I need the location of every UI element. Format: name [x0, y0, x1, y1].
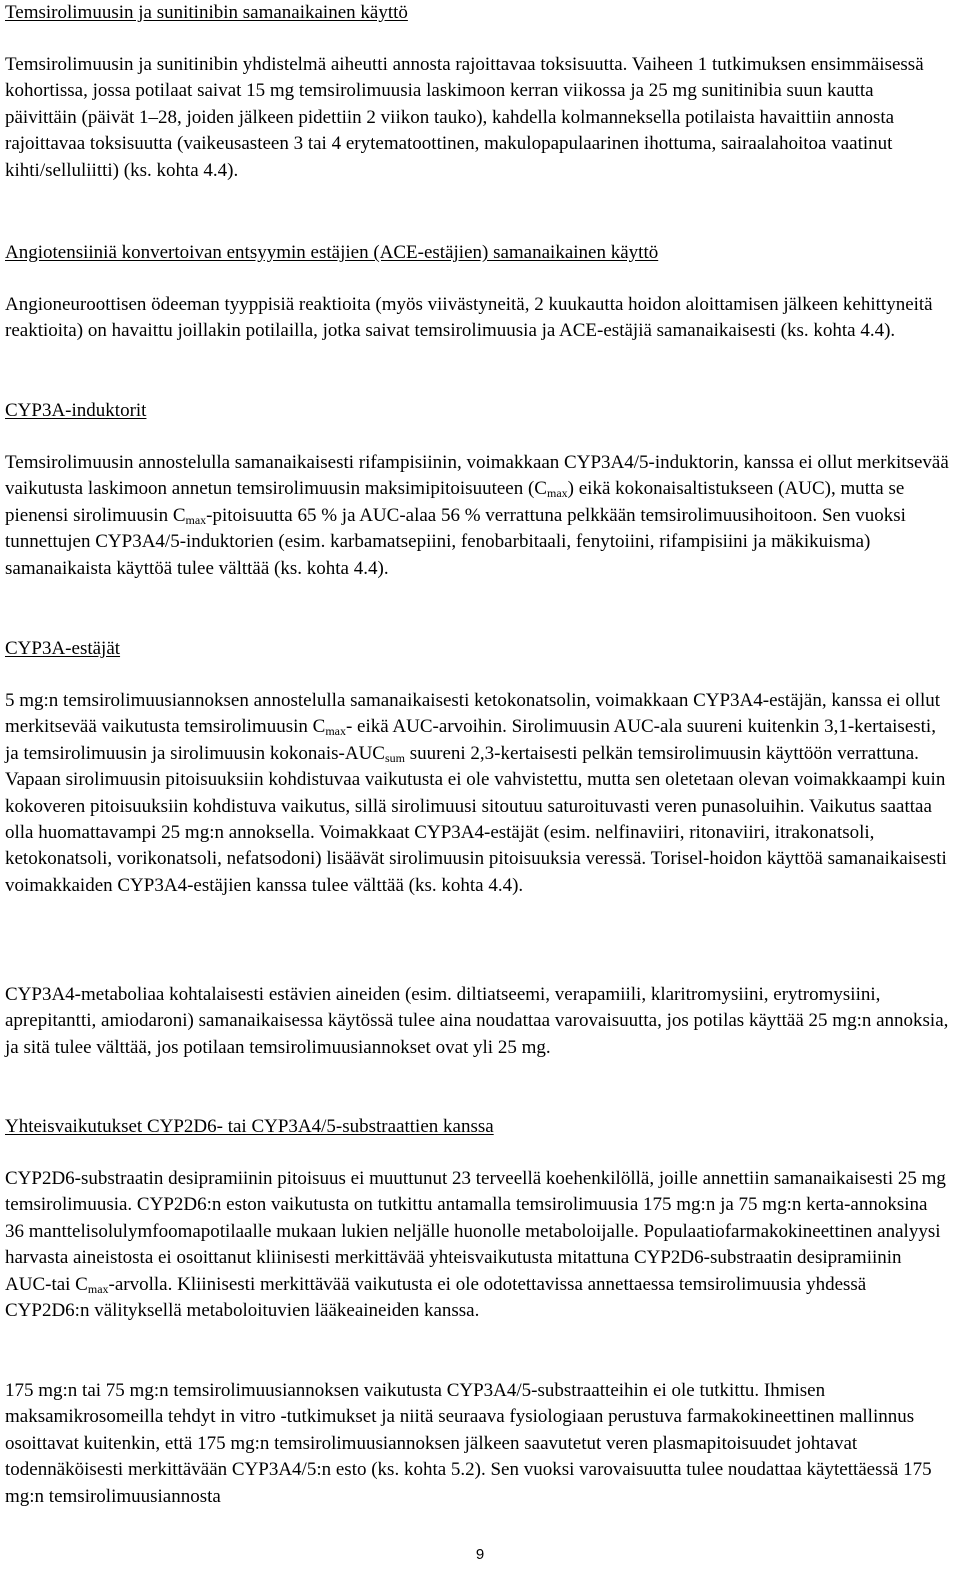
subscript-sum: sum [384, 750, 405, 765]
text-run: suureni 2,3-kertaisesti pelkän temsirolimuusin käyttöön verrattuna. Vapaan sirolimuusin pitoisuuksiin kohdistuvaa vaikutusta ei ole vahvistettu, mutta sen oletetaan olevan voimakkaampi kuin kokoveren pitoisuuksiin kohdistuva vaikutus, sillä sirolimuusi sitoutuu saturoituvasti veren punasoluihin. Vaikutus saattaa olla huomattavampi 25 mg:n annoksella. Voimakkaat CYP3A4-estäjät (esim. nelfinaviiri, ritonaviiri, itrakonatsoli, ketokonatsoli, vorikonatsoli, nefatsodoni) lisäävät sirolimuusin pitoisuuksia veressä. Torisel-hoidon käyttöä samanaikaisesti voimakkaiden CYP3A4-estäjien kanssa tulee välttää (ks. kohta 4.4). [5, 742, 947, 896]
paragraph-ace-inhibitors: Angioneuroottisen ödeeman tyyppisiä reaktioita (myös viivästyneitä, 2 kuukautta hoidon aloittamisen jälkeen kehittyneitä reaktioita) on havaittu joillakin potilailla, jotka saivat temsirolimuusia ja ACE-estäjiä samanaikaisesti (ks. kohta 4.4). [5, 294, 933, 342]
paragraph-cyp3a45-substrates: 175 mg:n tai 75 mg:n temsirolimuusiannoksen vaikutusta CYP3A4/5-substraatteihin ei ole tutkittu. Ihmisen maksamikrosomeilla tehdyt in vitro -tutkimukset ja niitä seuraava fysiologiaan perustuva farmakokineettinen mallinnus osoittavat kuitenkin, että 175 mg:n temsirolimuusiannoksen jälkeen saavutetut veren plasmapitoisuudet johtavat todennäköisesti merkittävään CYP3A4/5:n esto (ks. kohta 5.2). Sen vuoksi varovaisuutta tulee noudattaa käytettäessä 175 mg:n temsirolimuusiannosta [5, 1380, 932, 1507]
section-heading-sunitinib: Temsirolimuusin ja sunitinibin samanaikainen käyttö [5, 2, 408, 23]
paragraph-cyp3a-inducers [5, 450, 950, 582]
subscript-max: max [87, 1281, 109, 1296]
paragraph-cyp3a4-moderate-inhibitors: CYP3A4-metaboliaa kohtalaisesti estävien aineiden (esim. diltiatseemi, verapamiili, klaritromysiini, erytromysiini, aprepitantti, amiodaroni) samanaikaisessa käytössä tulee aina noudattaa varovaisuutta, jos potilas käyttää 25 mg:n annoksia, ja sitä tulee välttää, jos potilaan temsirolimuusiannokset ovat yli 25 mg. [5, 984, 949, 1058]
text-run: -arvolla. Kliinisesti merkittävää vaikutusta ei ole odotettavissa annettaessa temsirolimuusia yhdessä CYP2D6:n välityksellä metaboloituvien lääkeaineiden kanssa. [5, 1273, 867, 1322]
text-run: - eikä AUC-arvoihin. Sirolimuusin AUC-ala suureni kuitenkin 3,1-kertaisesti, ja temsirolimuusin ja sirolimuusin kokonais-AUC [5, 716, 936, 764]
paragraph-cyp2d6-desipramine [5, 1166, 950, 1324]
section-heading-cyp3a-inhibitors: CYP3A-estäjät [5, 638, 121, 659]
subscript-max: max [325, 724, 346, 739]
paragraph-cyp3a-inhibitors [5, 688, 950, 899]
text-run: CYP2D6-substraatin desipramiinin pitoisuus ei muuttunut 23 terveellä koehenkilöllä, joille annettiin samanaikaisesti 25 mg temsirolimuusia. CYP2D6:n eston vaikutusta on tutkittu antamalla temsirolimuusia 175 mg:n ja 75 mg:n kerta-annoksina 36 manttelisolulymfoomapotilaalle mukaan lukien neljälle huonolle metaboloijalle. Populaatiofarmakokineettinen analyysi harvasta aineistosta ei osoittanut kliinisesti merkittävää yhteisvaikutusta mitattuna CYP2D6-substraatin desipramiinin AUC-tai C [5, 1168, 946, 1295]
text-run: ) eikä kokonaisaltistukseen (AUC), mutta se pienensi sirolimuusin C [5, 478, 905, 526]
subscript-max: max [546, 486, 568, 501]
text-run: -pitoisuutta 65 % ja AUC-alaa 56 % verrattuna pelkkään temsirolimuusihoitoon. Sen vuoksi tunnettujen CYP3A4/5-induktorien (esim. karbamatsepiini, fenobarbitaali, fenytoiini, rifampisiini ja mäkikuisma) samanaikaista käyttöä tulee välttää (ks. kohta 4.4). [5, 504, 906, 579]
section-heading-ace-inhibitors: Angiotensiiniä konvertoivan entsyymin estäjien (ACE-estäjien) samanaikainen käyttö [5, 242, 659, 263]
paragraph-sunitinib: Temsirolimuusin ja sunitinibin yhdistelmä aiheutti annosta rajoittavaa toksisuutta. Vaiheen 1 tutkimuksen ensimmäisessä kohortissa, jossa potilaat saivat 15 mg temsirolimuusia laskimoon kerran viikossa ja 25 mg sunitinibia suun kautta päivittäin (päivät 1–28, joiden jälkeen pidettiin 2 viikon tauko), kahdella kolmanneksella potilaista havaittiin annosta rajoittavaa toksisuutta (vaikeusasteen 3 tai 4 erytematoottinen, makulopapulaarinen ihottuma, sairaalahoitoa vaatinut kihti/selluliitti) (ks. kohta 4.4). [5, 54, 924, 181]
section-heading-cyp2d6-substrates: Yhteisvaikutukset CYP2D6- tai CYP3A4/5-substraattien kanssa [5, 1116, 494, 1137]
section-heading-cyp3a-inducers: CYP3A-induktorit [5, 400, 147, 421]
text-run: 5 mg:n temsirolimuusiannoksen annostelulla samanaikaisesti ketokonatsolin, voimakkaan CYP3A4-estäjän, kanssa ei ollut merkitsevää vaikutusta temsirolimuusin C [5, 690, 941, 738]
subscript-max: max [185, 512, 207, 527]
text-run: Temsirolimuusin annostelulla samanaikaisesti rifampisiinin, voimakkaan CYP3A4/5-induktorin, kanssa ei ollut merkitsevää vaikutusta laskimoon annetun temsirolimuusin maksimipitoisuuteen (C [5, 452, 949, 500]
page-number: 9 [475, 1546, 485, 1563]
